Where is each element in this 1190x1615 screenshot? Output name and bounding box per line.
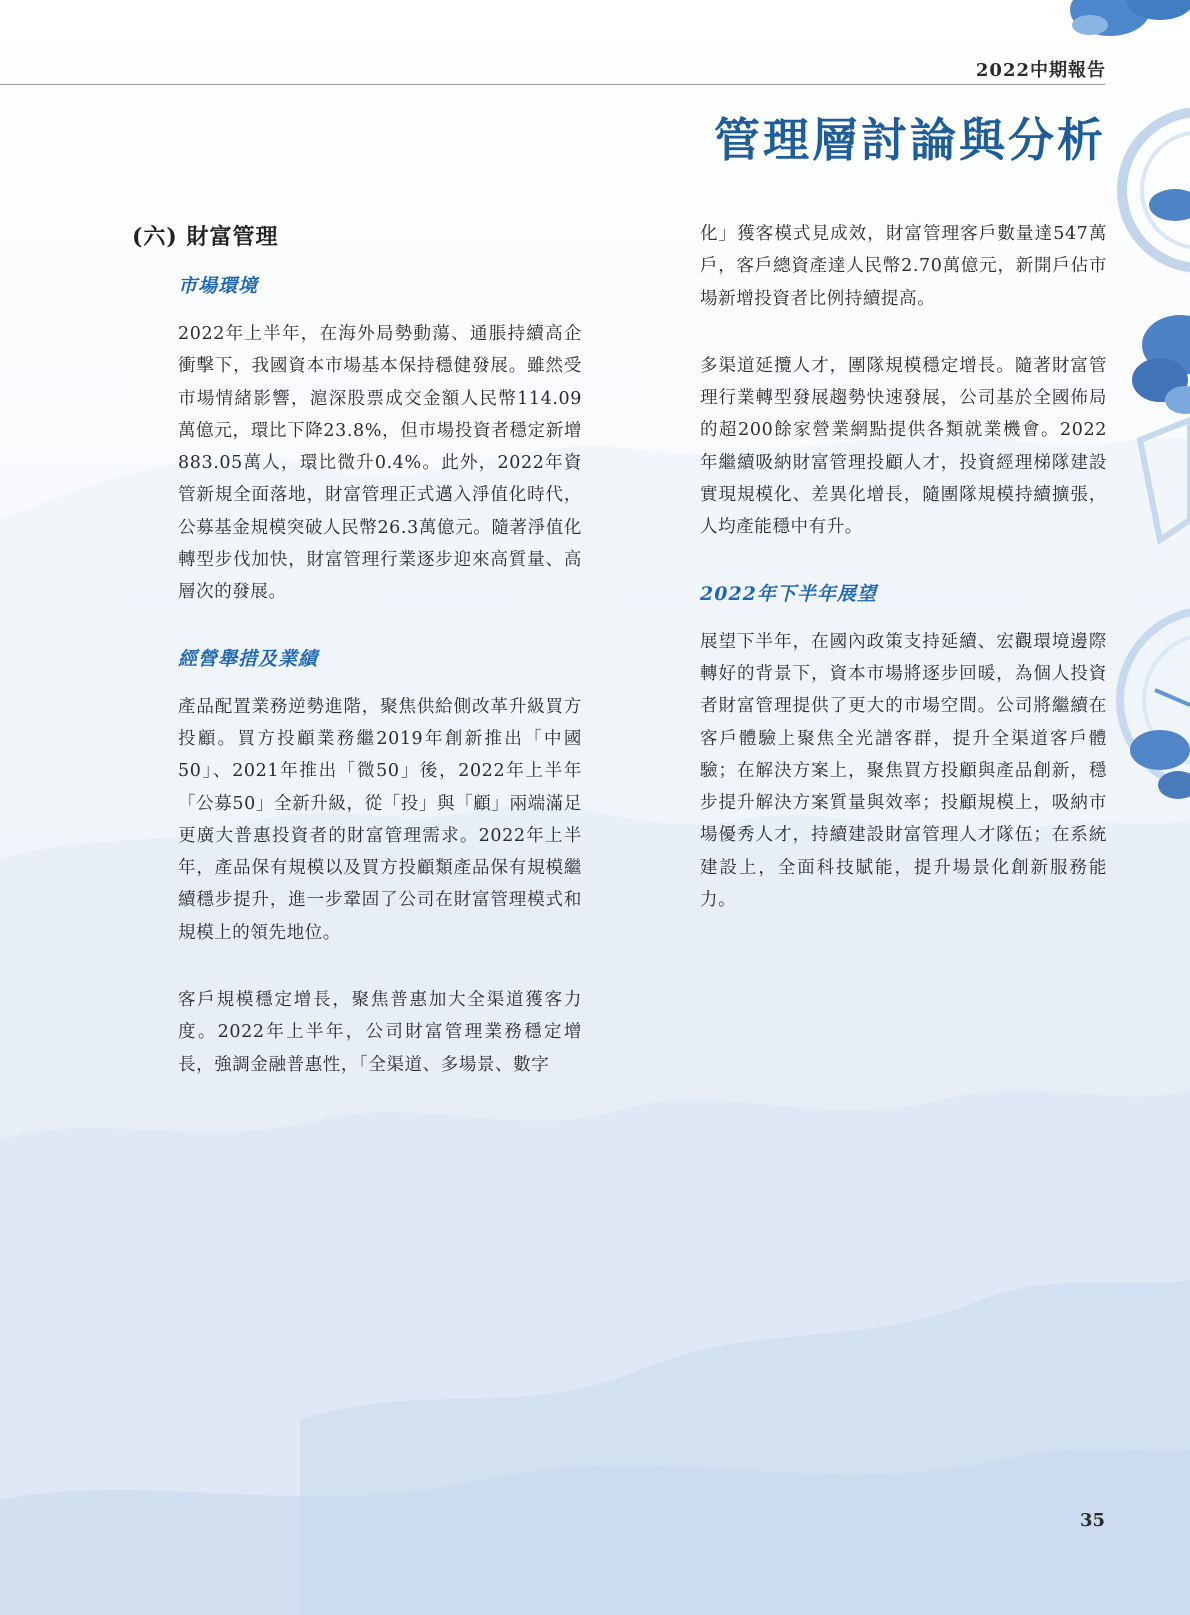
subheading-market-environment: 市場環境 (178, 275, 259, 297)
paragraph-client-scale-cont: 化」獲客模式見成效，財富管理客戶數量達547萬戶，客戶總資產達人民幣2.70萬億元，新開戶佔市場新增投資者比例持續提高。 (700, 224, 1107, 309)
paragraph-market-environment: 2022年上半年，在海外局勢動蕩、通脹持續高企衝擊下，我國資本市場基本保持穩健發展。雖然受市場情緒影響，滬深股票成交金額人民幣114.09萬億元，環比下降23.8%，但市場投資者穩定新增883.05萬人，環比微升0.4%。此外，2022年資管新規全面落地，財富管理正式邁入淨值化時代，公募基金規模突破人民幣26.3萬億元。隨著淨值化轉型步伐加快，財富管理行業逐步迎來高質量、高層次的發展。 (178, 324, 582, 603)
paragraph-product-allocation: 產品配置業務逆勢進階，聚焦供給側改革升級買方投顧。買方投顧業務繼2019年創新推出「中國50」、2021年推出「微50」後，2022年上半年「公募50」全新升級，從「投」與「顧」兩端滿足更廣大普惠投資者的財富管理需求。2022年上半年，產品保有規模以及買方投顧類產品保有規模繼續穩步提升，進一步鞏固了公司在財富管理模式和規模上的領先地位。 (178, 696, 582, 943)
paragraph-talent: 多渠道延攬人才，團隊規模穩定增長。隨著財富管理行業轉型發展趨勢快速發展，公司基於全國佈局的超200餘家營業網點提供各類就業機會。2022年繼續吸納財富管理投顧人才，投資經理梯隊建設實現規模化、差異化增長，隨團隊規模持續擴張，人均產能穩中有升。 (700, 355, 1107, 538)
header-divider (0, 84, 1105, 85)
paragraph-client-scale: 客戶規模穩定增長，聚焦普惠加大全渠道獲客力度。2022年上半年，公司財富管理業務穩定增長，強調金融普惠性，「全渠道、多場景、數字 (178, 990, 582, 1075)
subheading-outlook: 2022年下半年展望 (700, 582, 877, 605)
page-number: 35 (1079, 1510, 1105, 1531)
report-name: 2022中期報告 (975, 60, 1106, 81)
page-title: 管理層討論與分析 (714, 113, 1106, 167)
right-column (700, 218, 1107, 951)
left-column (132, 220, 582, 1116)
paragraph-outlook: 展望下半年，在國內政策支持延續、宏觀環境邊際轉好的背景下，資本市場將逐步回暖，為個人投資者財富管理提供了更大的市場空間。公司將繼續在客戶體驗上聚焦全光譜客群，提升全渠道客戶體驗；在解決方案上，聚焦買方投顧與產品創新，穩步提升解決方案質量與效率；投顧規模上，吸納市場優秀人才，持續建設財富管理人才隊伍；在系統建設上，全面科技賦能，提升場景化創新服務能力。 (700, 631, 1107, 911)
subheading-operations: 經營舉措及業績 (178, 647, 319, 670)
section-title: (六) 財富管理 (132, 224, 279, 250)
